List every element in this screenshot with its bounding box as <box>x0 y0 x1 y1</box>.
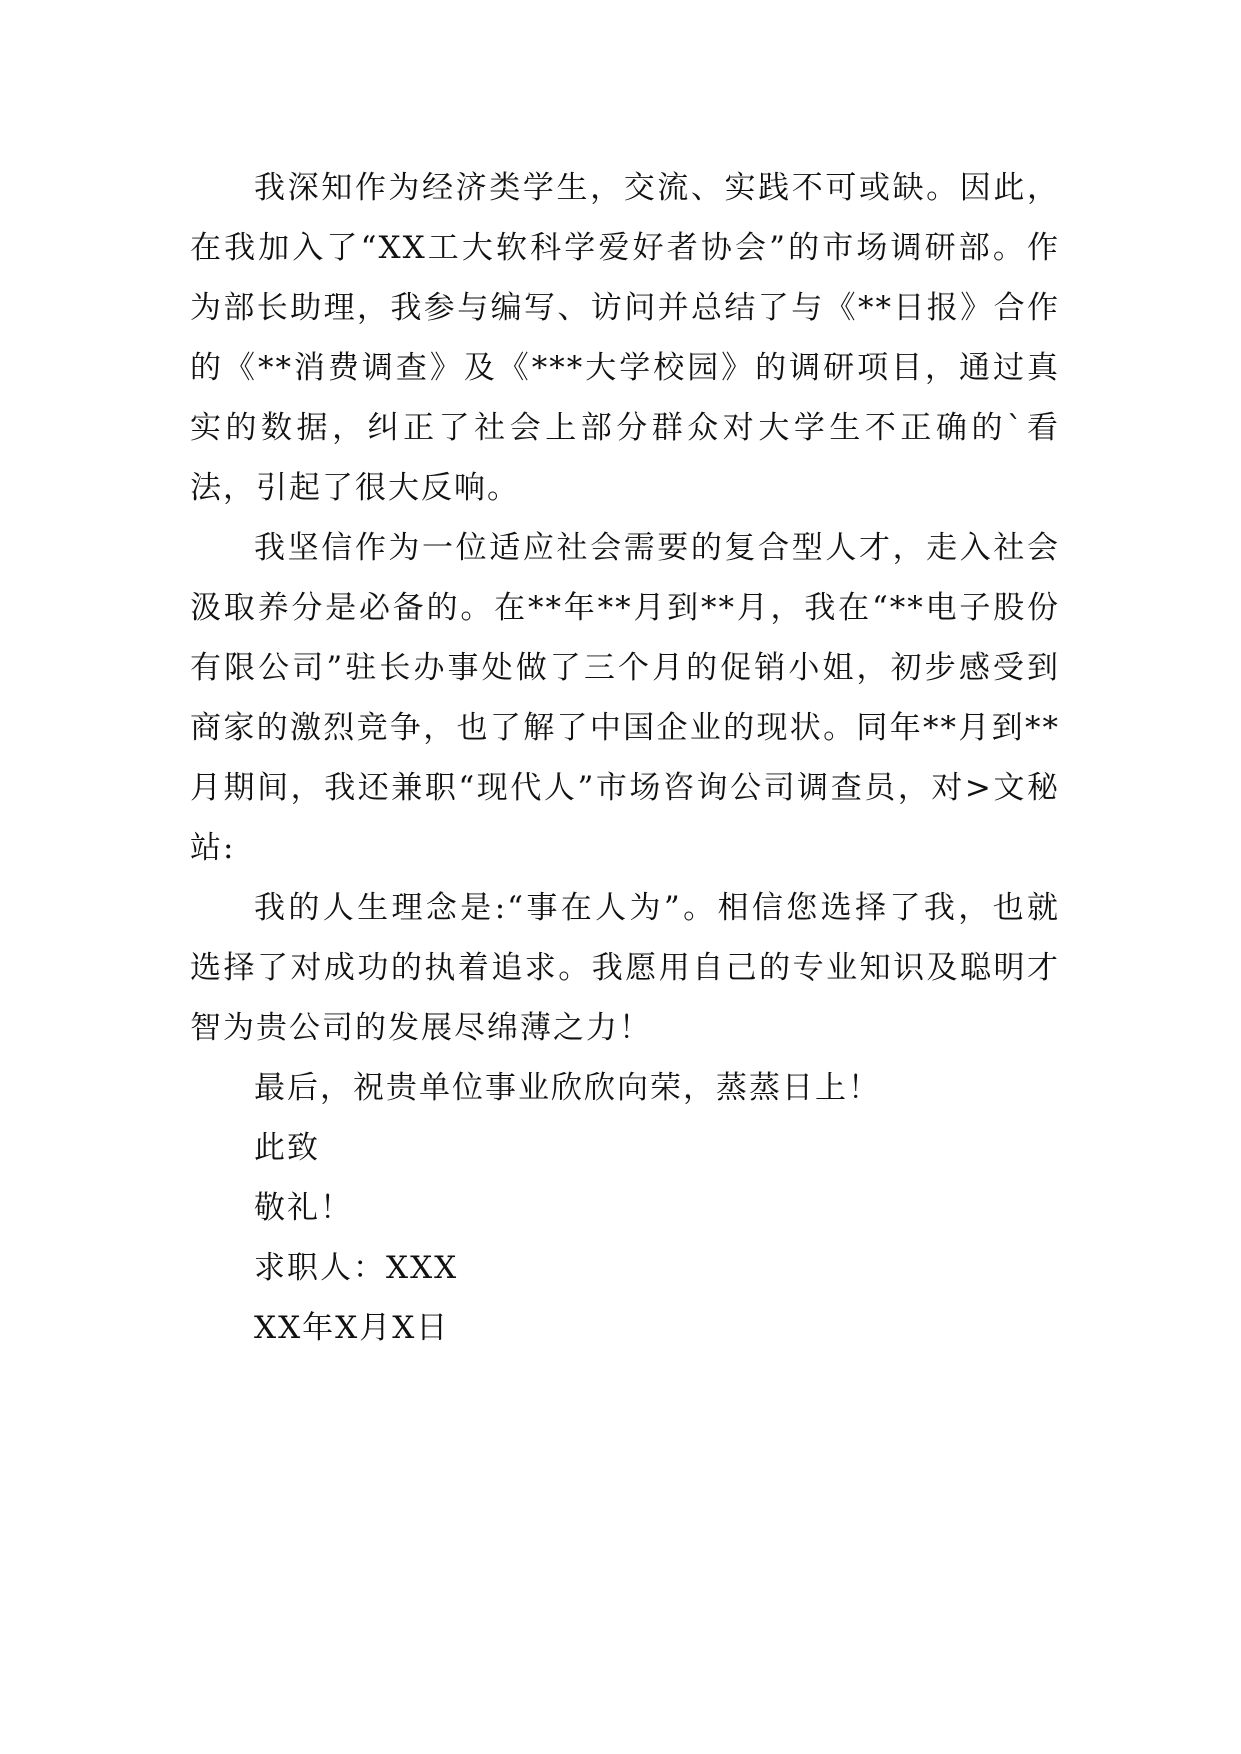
letter-body <box>190 158 1060 1358</box>
paragraph-social-experience: 我坚信作为一位适应社会需要的复合型人才，走入社会汲取养分是必备的。在**年**月到**月，我在“**电子股份有限公司”驻长办事处做了三个月的促销小姐，初步感受到商家的激烈竞争，也了解了中国企业的现状。同年**月到**月期间，我还兼职“现代人”市场咨询公司调查员，对>文秘站: <box>190 530 1060 866</box>
closing-wish: 最后，祝贵单位事业欣欣向荣，蒸蒸日上！ <box>254 1070 881 1106</box>
paragraph-practice: 我深知作为经济类学生，交流、实践不可或缺。因此，在我加入了“XX工大软科学爱好者协会”的市场调研部。作为部长助理，我参与编写、访问并总结了与《**日报》合作的《**消费调查》及《***大学校园》的调研项目，通过真实的数据，纠正了社会上部分群众对大学生不正确的`看法，引起了很大反响。 <box>190 170 1060 506</box>
paragraph-life-philosophy: 我的人生理念是:“事在人为”。相信您选择了我，也就选择了对成功的执着追求。我愿用自己的专业知识及聪明才智为贵公司的发展尽绵薄之力！ <box>190 890 1060 1046</box>
letter-date: XX年X月X日 <box>254 1310 450 1346</box>
salutation-ci-zhi: 此致 <box>254 1130 320 1166</box>
salutation-jing-li: 敬礼！ <box>254 1190 353 1226</box>
signature: 求职人：XXX <box>254 1250 459 1286</box>
